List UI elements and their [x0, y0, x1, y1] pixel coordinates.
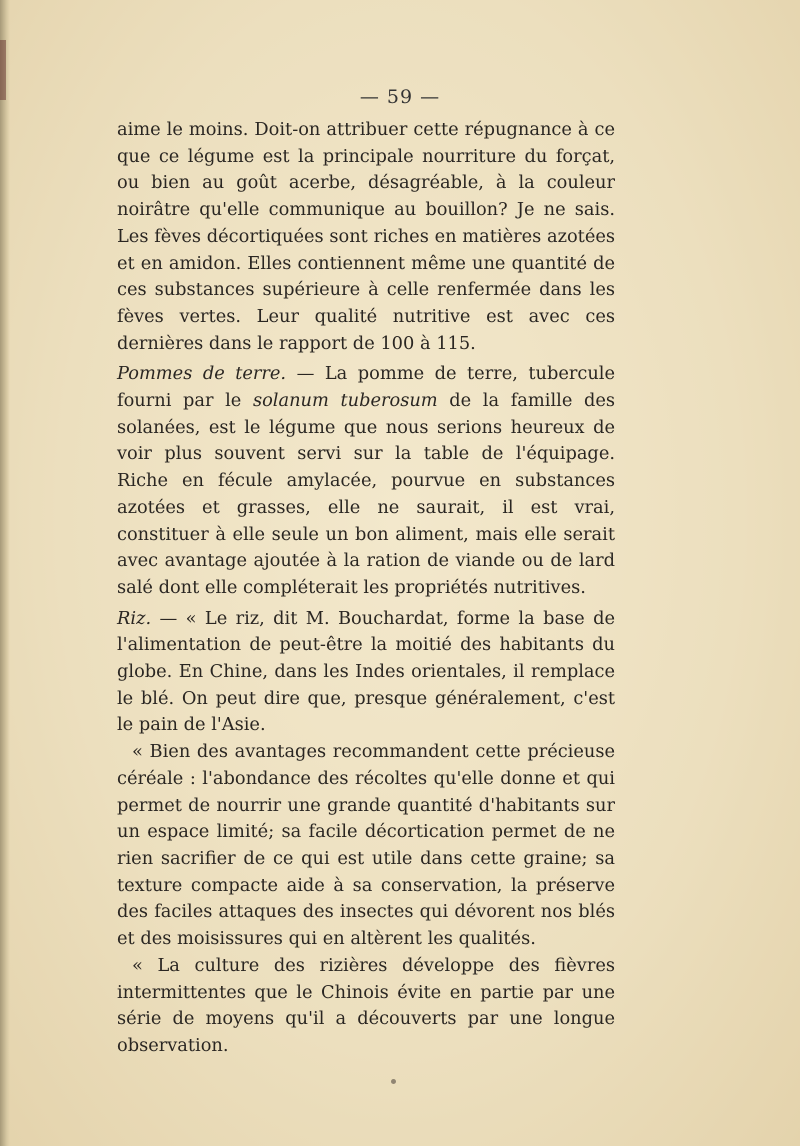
paragraph-riz [117, 606, 615, 740]
species-name: solanum tuberosum [252, 390, 438, 412]
section-heading-riz: Riz. [117, 607, 152, 629]
paragraph-riz-quote-2 [117, 739, 615, 953]
paragraph-text: de la famille des solanées, est le légume que nous serions heureux de voir plus souvent servi sur la table de l'équipage. Riche en fécule amylacée, pourvue en substances azotées et grasses, elle ne saurait, il est vrai, constituer à elle seule un bon aliment, mais elle serait avec avantage ajoutée à la ration de viande ou de lard salé dont elle compléterait les propriétés nutritives. [117, 390, 616, 598]
paragraph-text: — « Le riz, dit M. Bouchardat, forme la base de l'alimentation de peut-être la moitié des habitants du globe. En Chine, dans les Indes orientales, il remplace le blé. On peut dire que, presque généralement, c'est le pain de l'Asie. [117, 607, 615, 736]
paragraph-riz-quote-3 [117, 953, 615, 1060]
section-heading-pommes-de-terre: Pommes de terre. [117, 363, 287, 385]
paragraph-feves [117, 117, 615, 357]
paragraph-text: — La pomme de terre, tubercule fourni par le [117, 363, 615, 412]
paragraph-text: « La culture des rizières développe des fièvres intermittentes que le Chinois évite en partie par une série de moyens qu'il a découverts par une longue observation. [117, 954, 615, 1056]
page-edge-shadow [0, 0, 10, 1146]
page-number: — 59 — [359, 86, 441, 108]
paragraph-pommes-de-terre [117, 361, 615, 601]
paragraph-text: « Bien des avantages recommandent cette précieuse céréale : l'abondance des récoltes qu'elle donne et qui permet de nourrir une grande quantité d'habitants sur un espace limité; sa facile décortication permet de ne rien sacrifier de ce qui est utile dans cette graine; sa texture compacte aide à sa conservation, la préserve des faciles attaques des insectes qui dévorent nos blés et des moisissures qui en altèrent les qualités. [117, 741, 615, 950]
ink-speck [391, 1079, 396, 1084]
paragraph-text: aime le moins. Doit-on attribuer cette répugnance à ce que ce légume est la principale nourriture du forçat, ou bien au goût acerbe, désagréable, à la couleur noirâtre qu'elle communique au bouillon? Je ne sais. Les fèves décortiquées sont riches en matières azotées et en amidon. Elles contiennent même une quantité de ces substances supérieure à celle renfermée dans les fèves vertes. Leur qualité nutritive est avec ces dernières dans le rapport de 100 à 115. [117, 119, 615, 354]
body-text [117, 117, 615, 1060]
